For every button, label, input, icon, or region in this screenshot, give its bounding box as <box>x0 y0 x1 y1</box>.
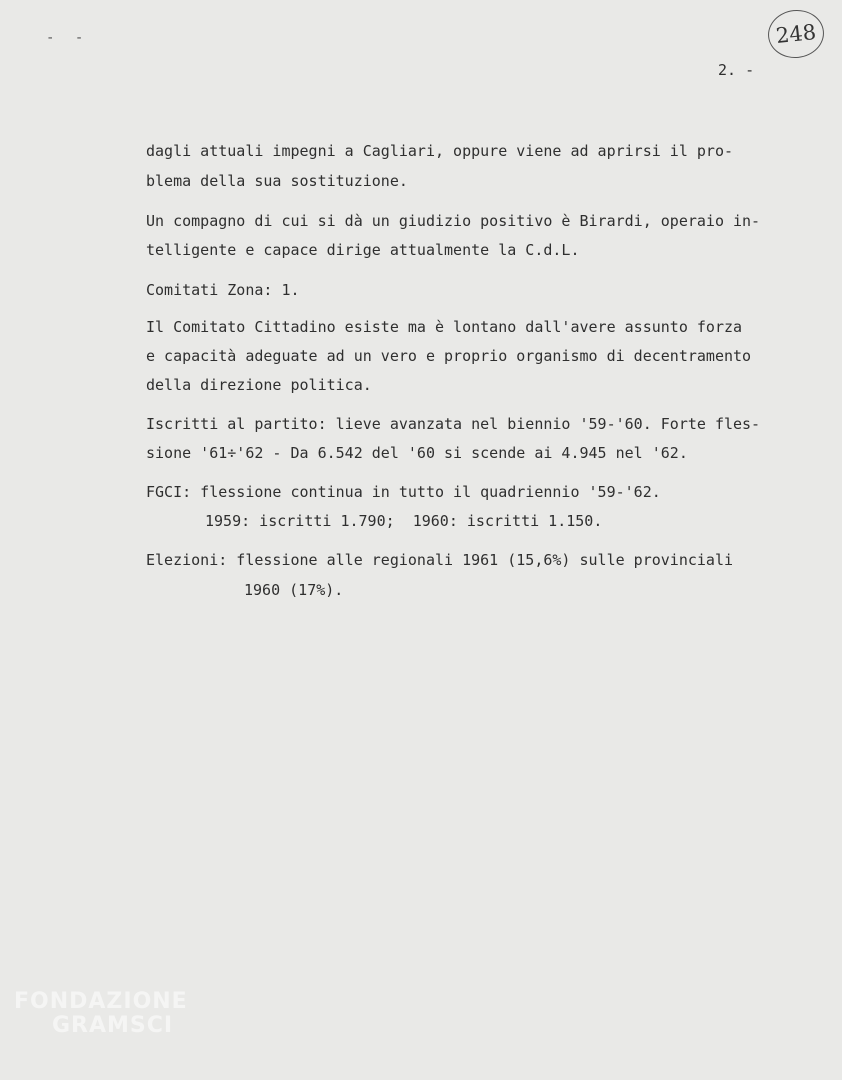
paragraph-5-line-2: sione '61÷'62 - Da 6.542 del '60 si scende ai 4.945 nel '62. <box>146 444 688 462</box>
corner-marks: - - <box>46 30 90 46</box>
paragraph-4-line-1: Il Comitato Cittadino esiste ma è lontano dall'avere assunto forza <box>146 318 743 336</box>
fondazione-gramsci-watermark-logo <box>14 990 214 1038</box>
paragraph-2-line-1: Un compagno di cui si dà un giudizio positivo è Birardi, operaio in- <box>146 212 761 230</box>
paragraph-2-line-2: telligente e capace dirige attualmente la C.d.L. <box>146 241 580 259</box>
logo-line-1: FONDAZIONE <box>14 989 188 1014</box>
page-number: 2. - <box>718 61 755 79</box>
paragraph-6-line-1: FGCI: flessione continua in tutto il quadriennio '59-'62. <box>146 483 661 501</box>
paragraph-1-line-1: dagli attuali impegni a Cagliari, oppure viene ad aprirsi il pro- <box>146 142 733 160</box>
paragraph-7-line-1: Elezioni: flessione alle regionali 1961 (15,6%) sulle provinciali <box>146 551 733 569</box>
paragraph-7-line-2: 1960 (17%). <box>244 581 344 599</box>
paragraph-5-line-1: Iscritti al partito: lieve avanzata nel biennio '59-'60. Forte fles- <box>146 415 761 433</box>
paragraph-1-line-2: blema della sua sostituzione. <box>146 172 408 190</box>
paragraph-3-line-1: Comitati Zona: 1. <box>146 281 300 299</box>
paragraph-6-line-2: 1959: iscritti 1.790; 1960: iscritti 1.150. <box>205 512 603 530</box>
paragraph-4-line-3: della direzione politica. <box>146 376 372 394</box>
paragraph-4-line-2: e capacità adeguate ad un vero e proprio organismo di decentramento <box>146 347 752 365</box>
archive-number-stamp: 248 <box>766 7 827 61</box>
logo-line-2: GRAMSCI <box>52 1013 174 1038</box>
